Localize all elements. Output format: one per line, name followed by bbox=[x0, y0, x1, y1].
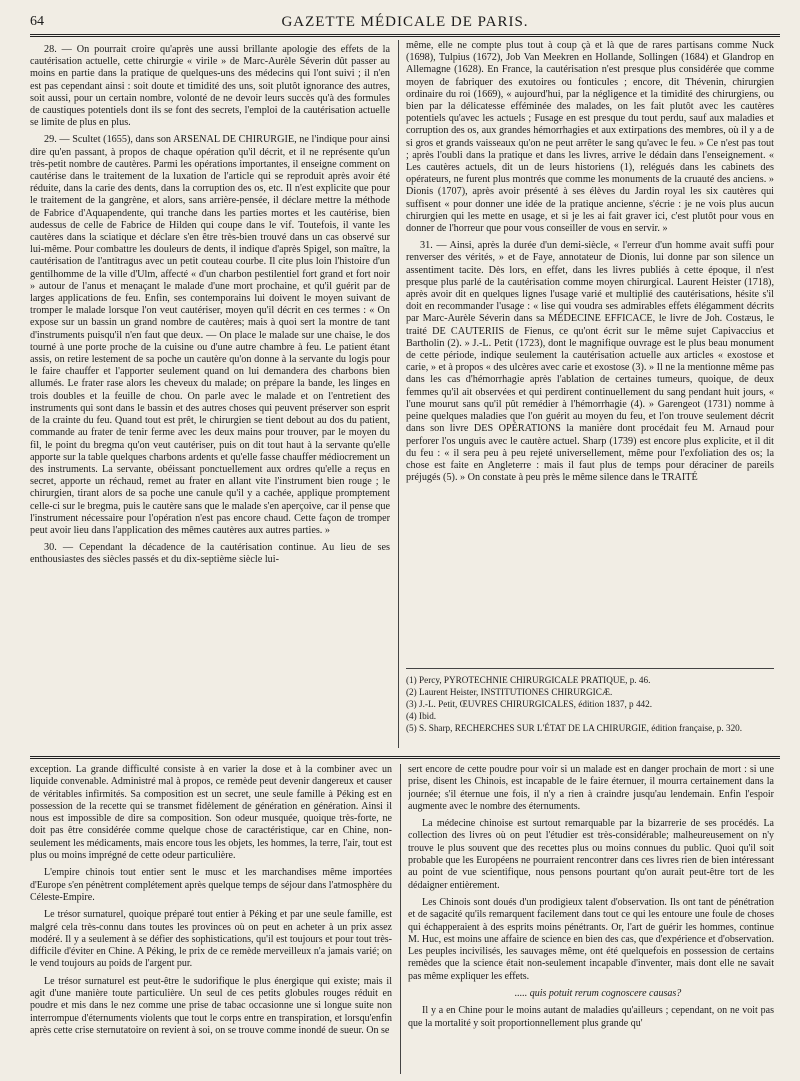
bottom-left-paragraph-2: L'empire chinois tout entier sent le musc et les marchandises même importées d'Europe s'en pénètrent complétement après quelque temps de séjour dans l'atmosphère du Céleste-Empire. bbox=[30, 867, 392, 903]
footnote-2: (2) Laurent Heister, INSTITUTIONES CHIRURGICÆ. bbox=[406, 687, 613, 697]
footnotes bbox=[406, 674, 774, 752]
latin-quote: ..... quis potuit rerum cognoscere causas? bbox=[514, 988, 682, 1000]
right-column bbox=[406, 40, 774, 666]
bottom-right-paragraph-3: Les Chinois sont doués d'un prodigieux talent d'observation. Ils ont tant de pénétration et de sagacité qu'ils remarquent facilement dans tout ce qui les entoure une foule de choses qui échapperaient à des esprits moins pénétrants. Or, l'art de guérir les hommes, continue M. Huc, est moins une affaire de science en bien des cas, que d'expérience et d'observation. Les peuples incivilisés, les sauvages même, ont été quelquefois en possession de certains remèdes que la science était non-seulement incapable d'inventer, mais dont elle ne savait pas même expliquer les effets. bbox=[408, 896, 774, 982]
bottom-right-paragraph-1: sert encore de cette poudre pour voir si un malade est en danger prochain de mort : si une prise, disent les Chinois, est incapable de le faire éternuer, il mourra certainement dans la journée; s'il éternue une fois, il n'y a rien à craindre jusqu'au lendemain. Enfin l'espoir augmente avec le nombre des éternuments. bbox=[408, 764, 774, 812]
paragraph-31: 31. — Ainsi, après la durée d'un demi-siècle, « l'erreur d'un homme avait suffi pour renverser des vérités, » et de Faye, annotateur de Dionis, lui donne par son silence un assentiment tacite. Dès lors, en effet, dans les livres publiés à cette époque, il n'est presque plus parlé de la cautérisation comme moyen chirurgical. Laurent Heister (1718), après avoir dit en quelques lignes l'usage varié et multiplié des cautérisations, hésite s'il doit en recommander l'usage : « lise qui voudra ses admirables effets élégamment décrits par Marc-Aurèle Séverin dans sa MÉDECINE EFFICACE, le livre de Joh. Costæus, le traité DE CAUTERIIS de Fienus, ce qu'ont écrit sur le même sujet Capivaccius et Bartholin (2). » J.-L. Petit (1723), dont le magnifique ouvrage est le plus beau monument de cette période, indique seulement la cautérisation actuelle aux articles « exostose et carie, » et à propos « des ulcères avec carie et exostose (3). » Il ne la mentionne même pas dans les cas d'hémorrhagie après l'ablation de certaines tumeurs, quoique, de deux femmes qu'il ait observées et qui perdirent continuellement du sang pendant huit jours, « l'une mourut sans qu'il pût remédier à l'hémorrhagie (4). » Garengeot (1731) nomme à peine quelques maladies que l'on guérit au moyen du feu, et l'on trouve seulement décrit dans son livre DES OPÉRATIONS la manière dont procédait feu M. Arnaud pour perforer l'os unguis avec le cautère actuel. Sharp (1739) est encore plus explicite, et il dit du feu : « il sera peu à peu rejeté universellement, même pour l'exfoliation des os; la chose est faite en Angleterre : mais il faut plus de temps pour déraciner de pareils préjugés (5). » On constate à peu près le même silence dans le TRAITÉ bbox=[406, 240, 774, 484]
column-divider bbox=[398, 40, 399, 748]
page-number: 64 bbox=[30, 14, 44, 29]
footnote-4: (4) Ibid. bbox=[406, 711, 437, 721]
footnote-5: (5) S. Sharp, RECHERCHES SUR L'ÉTAT DE LA CHIRURGIE, édition française, p. 320. bbox=[406, 723, 743, 733]
paragraph-28: 28. — On pourrait croire qu'après une aussi brillante apologie des effets de la cautérisation actuelle, cette chirurgie « virile » de Marc-Aurèle Séverin dût passer au moins en partie dans la pratique de quelques-uns des médecins qui l'ont suivi ; il n'en est pas cependant ainsi : soit doute et timidité des uns, soit plutôt ignorance des autres, soit aussi, pour un certain nombre, volonté de ne devoir leurs succès qu'à des formules de caustiques potentiels dont ils se font des secrets, l'emploi de la cautérisation actuelle se limite de plus en plus. bbox=[30, 44, 390, 129]
paragraph-30-continued: même, elle ne compte plus tout à coup çà et là que de rares partisans comme Nuck (1698), Tulpius (1672), Job Van Meekren en Hollande, Sollingen (1684) et Glandrop en Allemagne (1628). En France, la cautérisation n'est presque plus considérée que comme moyen de fabriquer des exutoires ou fonticules ; encore, dit Thévenin, chirurgien ordinaire du roi (1669), « aujourd'hui, par la négligence et la timidité des chirurgiens, ou bien par la délicatesse efféminée des malades, on les fait plutôt avec les cautères potentiels qu'avec les actuels ; Fusage en est presque du tout perdu, sauf aux maladies et corruption des os, aux grandes hémorrhagies et aux extirpations des membres, où il y a de si gros et grands vaisseaux qu'on ne peut arrêter le sang qu'avec le feu. » Ce n'est pas tout ; après l'oubli dans la pratique et dans les livres, arrive le dédain dans l'enseignement. « Les cautères actuels, dit un de leurs historiens (1), relégués dans les cabinets des opérateurs, ne furent plus montrés que comme les monuments de la cruauté des anciens. » Dionis (1707), après avoir présenté à ses élèves du Jardin royal les six cautères qui suffisent « pour donner une idée de la pratique ancienne, s'écrie : je ne vois plus aucun chirurgien qui les mette en usage, et si je les ai fait graver ici, c'est plutôt pour vous en donner de l'horreur que pour vous conseiller de vous en servir. » bbox=[406, 40, 774, 235]
footnote-rule bbox=[406, 668, 774, 669]
paragraph-30: 30. — Cependant la décadence de la cautérisation continue. Au lieu de ses enthousiastes des siècles passés et du dix-septième siècle lui- bbox=[30, 542, 390, 566]
footnote-1: (1) Percy, PYROTECHNIE CHIRURGICALE PRATIQUE, p. 46. bbox=[406, 675, 651, 685]
bottom-right-paragraph-2: La médecine chinoise est surtout remarquable par la bizarrerie de ses procédés. La collection des livres où on peut l'étudier est très-considérable; malheureusement on n'y trouve le plus souvent que des recettes plus ou moins connues du public. Quoi qu'il soit probable que les Européens ne pourraient rencontrer dans ces livres rien de bien intéressant au point de vue scientifique, nous pensons pourtant qu'on aurait peut-être tort de les dédaigner entièrement. bbox=[408, 818, 774, 891]
footnote-3: (3) J.-L. Petit, ŒUVRES CHIRURGICALES, édition 1837, p 442. bbox=[406, 699, 653, 709]
bottom-right-column bbox=[408, 764, 774, 1076]
bottom-left-paragraph-1: exception. La grande difficulté consiste à en varier la dose et à la combiner avec un liquide convenable. Administré mal à propos, ce remède peut devenir dangereux et causer de véritables infirmités. Sa composition est un secret, une seule famille à Péking est en possession de la recette qui se transmet fidèlement de génération en génération. Ainsi il nous est impossible de dire sa composition. Son odeur musquée, quoique très-forte, ne doit pas être considérée comme quelque chose de caractéristique, car en Chine, non-seulement les médicaments, mais encore tous les objets, les hommes, la terre, l'air, tout est plus ou moins imprégné de cette odeur particulière. bbox=[30, 764, 392, 862]
bottom-left-paragraph-4: Le trésor surnaturel est peut-être le sudorifique le plus énergique qui existe; mais il agit d'une manière toute particulière. Un seul de ces petits globules rouges réduit en poudre et mis dans le nez comme une prise de tabac occasionne une si longue suite non interrompue d'éternuments violents que tout le corps entre en transpiration, et lorsqu'enfin après cette crise sternutatoire on revient à soi, on se trouve comme inondé de sueur. On se bbox=[30, 975, 392, 1036]
journal-title: GAZETTE MÉDICALE DE PARIS. bbox=[281, 13, 529, 30]
header-rule bbox=[30, 34, 780, 37]
left-column bbox=[30, 44, 390, 752]
bottom-left-column bbox=[30, 764, 392, 1076]
bottom-right-paragraph-4: Il y a en Chine pour le moins autant de maladies qu'ailleurs ; cependant, on ne voit pas que la mortalité y soit proportionnellement plus grande qu' bbox=[408, 1005, 774, 1029]
section-rule bbox=[30, 756, 780, 759]
page-header bbox=[30, 12, 780, 32]
paragraph-29: 29. — Scultet (1655), dans son ARSENAL DE CHIRURGIE, ne l'indique pour ainsi dire qu'en passant, à propos de chaque opération qu'il décrit, et il ne représente qu'un très-petit nombre de cautères. Parmi les opérations importantes, il enseigne comment on cautérise dans le traitement de la luxation de l'article qui se reproduit après avoir été réduite, dans la carie des dents, dans la corruption des os, etc. Il n'est explicite que pour le traitement de la gangrène, et alors, sans arrière-pensée, il déclare mettre la méthode de Fabrice d'Aquapendente, qui tranche dans les parties mortes et les cautérise, bien audessus de celle de Fabrice de Hilden qui coupe dans le vif. Toutefois, il vante les cautères dans la sciatique et déclare s'en être très-bien trouvé dans un cas observé sur lui-même. Pour combattre les douleurs de dents, il indique d'après Spigel, son maître, la cautérisation de l'antitragus avec un petit couteau courbe. Il cite plus loin l'histoire d'un gentilhomme de la ville d'Ulm, affecté « d'un charbon pestilentiel fort grand et fort noir » autour de l'anus et menaçant le malade d'une mort prochaine, et qu'il guérit par de larges applications de feu. Enfin, ses contemporains lui doivent le moyen suivant de tromper le malade lorsque l'on veut cautériser, moyen qu'il décrit en ces termes : « On expose sur un bassin un grand nombre de cautères; mais à quoi sert la montre de tant d'instruments puisqu'il n'en faut que deux. — On place le malade sur une chaise, le dos tourné à une porte proche de la cuisine ou d'une autre chambre à feu. Le patient étant assis, on retire lestement de sa poche un cautère qu'on donne à la servante du logis pour le faire chauffer et l'apporter seulement quand on lui demandera des charbons bien allumés. Le frater rase alors les cheveux du malade; on prépare la bande, les linges en trois doubles et la feuille de chou. On parle avec le malade et on l'entretient des instruments qui sont dans le bassin et des autres choses qui peuvent préserver son esprit de la crainte du feu. Quand tout est prêt, le chirurgien se tient debout au dos du patient, commande au frater de tenir ferme avec les deux mains pour trouver, par le moyen du fil, le point du bregma qu'on veut cautériser, puis on dit tout haut à la servante qu'elle apporte sur la table quelques charbons ardents et qu'elle fasse chauffer médiocrement un des instruments. La servante, obéissant ponctuellement aux ordres qu'elle a reçus en secret, apporte un réchaud, remet au frater en allant vite l'instrument bien rouge ; le chirurgien, tirant alors de sa poche une canule qu'il y a cachée, applique promptement celle-ci sur le bregma, puis le cautère sans que le malade s'en aperçoive, car il pense que l'instrument nécessaire pour l'opération n'est pas encore chaud. Cette façon de tromper peut avoir lieu dans l'application des mêmes cautères aux autres parties. » bbox=[30, 134, 390, 536]
bottom-column-divider bbox=[400, 764, 401, 1074]
bottom-left-paragraph-3: Le trésor surnaturel, quoique préparé tout entier à Péking et par une seule famille, est malgré cela très-connu dans toutes les provinces où on peut en acheter à un prix assez modéré. Il y a seulement à se défier des sophistications, qu'il est toujours et pour tout très-difficile d'éviter en Chine. A Péking, le prix de ce remède merveilleux n'a jamais varié; on le vend toujours au poids de l'argent pur. bbox=[30, 909, 392, 970]
